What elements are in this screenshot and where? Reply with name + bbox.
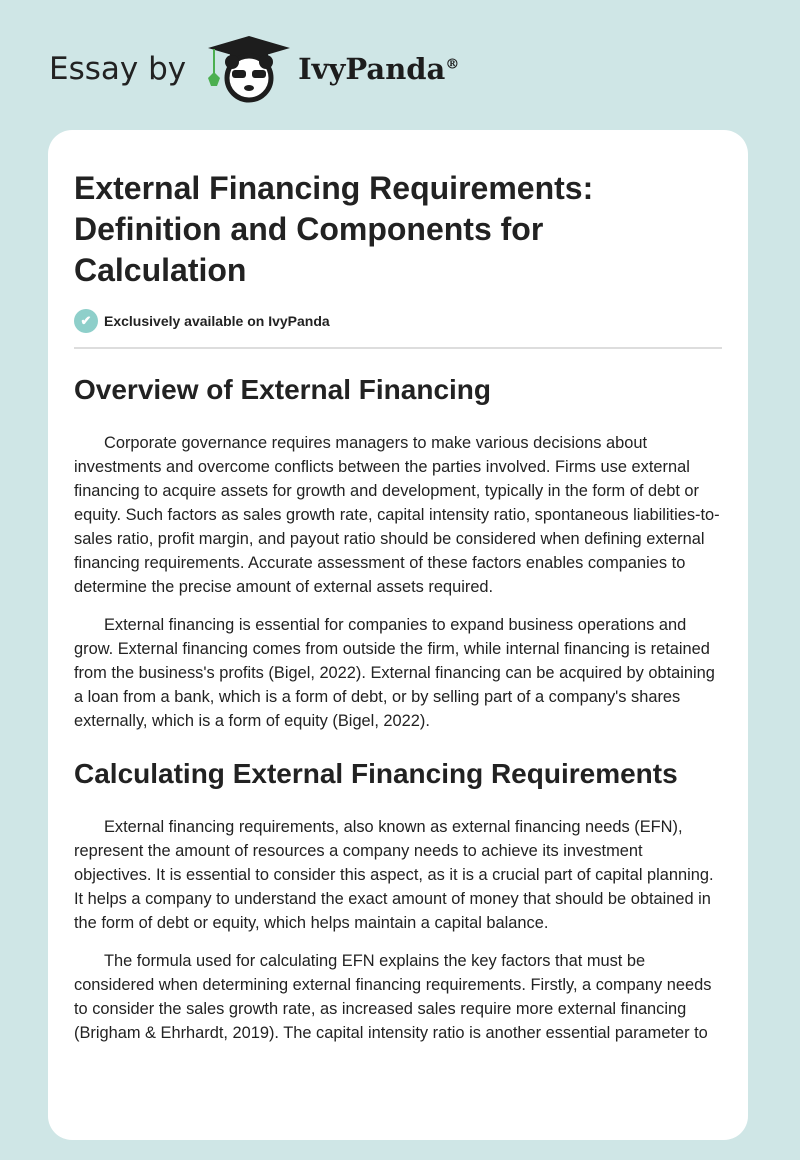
site-header bbox=[49, 34, 459, 104]
exclusive-label: Exclusively available on IvyPanda bbox=[104, 313, 330, 329]
brand-name bbox=[298, 52, 459, 86]
paragraph: Corporate governance requires managers to make various decisions about investments and overcome conflicts between the parties involved. Firms use external financing to acquire assets for growth and development, typically in the form of debt or equity. Such factors as sales growth rate, capital intensity ratio, spontaneous liabilities-to-sales ratio, profit margin, and payout ratio should be considered when defining external financing requirements. Accurate assessment of these factors enables companies to determine the precise amount of external assets required. bbox=[74, 434, 720, 596]
section-heading: Overview of External Financing bbox=[74, 374, 492, 405]
paragraph: The formula used for calculating EFN explains the key factors that must be considered when determining external financing requirements. Firstly, a company needs to consider the sales growth rate, as increased sales require more external financing (Brigham & Ehrhardt, 2019). The capital intensity ratio is another essential parameter to bbox=[74, 952, 712, 1042]
essay-title: External Financing Requirements: Definition and Components for Calculation bbox=[74, 170, 594, 288]
brand-text: IvyPanda bbox=[298, 52, 446, 86]
essay-by-label: Essay by bbox=[49, 51, 187, 87]
paragraph: External financing requirements, also known as external financing needs (EFN), represent the amount of resources a company needs to achieve its investment objectives. It is essential to consider this aspect, as it is a crucial part of capital planning. It helps a company to understand the exact amount of money that should be obtained in the form of debt or equity, which helps maintain a capital balance. bbox=[74, 818, 714, 932]
check-icon: ✔ bbox=[74, 309, 98, 333]
essay-card bbox=[48, 130, 748, 1140]
paragraph: External financing is essential for companies to expand business operations and grow. External financing comes from outside the firm, while internal financing is retained from the business's profits (Bigel, 2022). External financing can be acquired by obtaining a loan from a bank, which is a form of debt, or by selling part of a company's shares externally, which is a form of equity (Bigel, 2022). bbox=[74, 616, 715, 730]
panda-logo-icon[interactable] bbox=[204, 34, 294, 104]
section-heading: Calculating External Financing Requirements bbox=[74, 758, 678, 789]
registered-mark: ® bbox=[445, 56, 460, 73]
divider bbox=[74, 347, 722, 349]
exclusive-badge bbox=[74, 309, 722, 333]
